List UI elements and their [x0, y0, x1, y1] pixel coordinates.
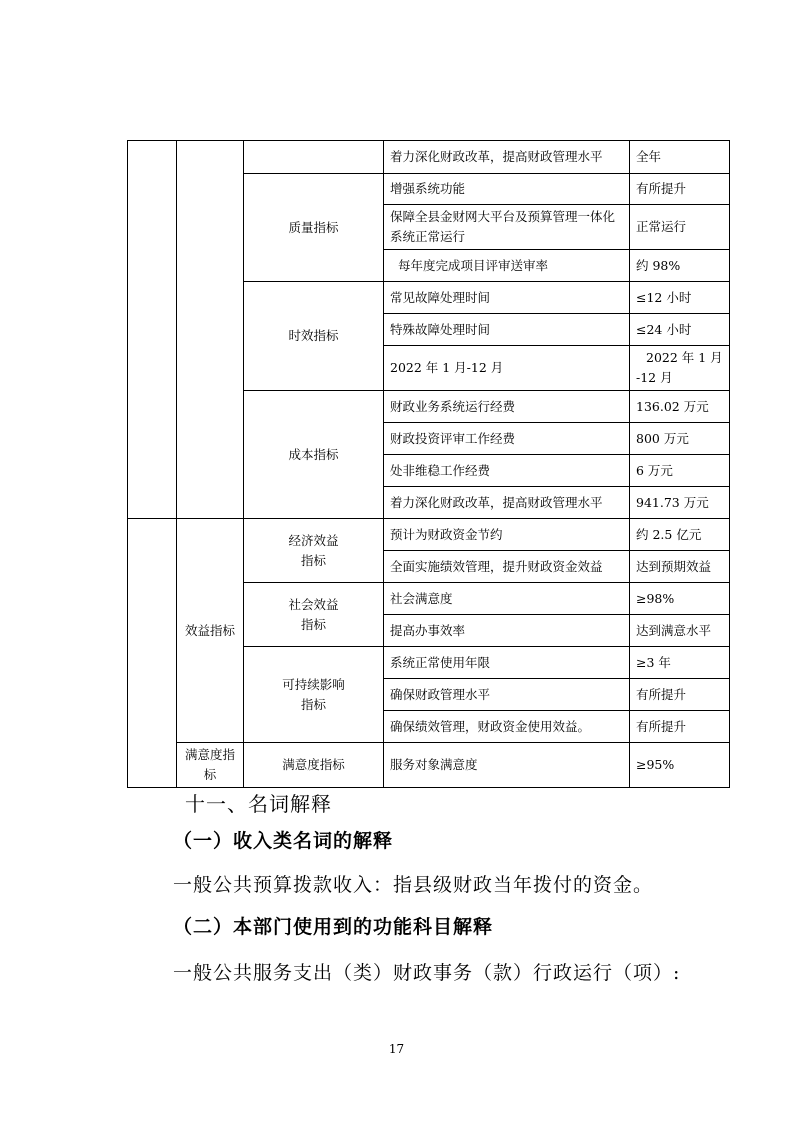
cell-value: 达到预期效益: [630, 551, 730, 583]
cell-value: 941.73 万元: [630, 487, 730, 519]
benefit-indicator-table: [127, 518, 730, 788]
cell-value: 达到满意水平: [630, 615, 730, 647]
cell-value: ≤24 小时: [630, 314, 730, 346]
cell-item: 2022 年 1 月-12 月: [384, 346, 630, 391]
label-line: 经济效益: [288, 532, 339, 548]
cell-item: 确保财政管理水平: [384, 679, 630, 711]
cell-item: 社会满意度: [384, 583, 630, 615]
performance-table-wrapper: [127, 140, 730, 788]
table-row: [128, 519, 730, 551]
paragraph-income: 一般公共预算拨款收入：指县级财政当年拨付的资金。: [173, 874, 654, 896]
cell-item: 增强系统功能: [384, 174, 630, 205]
label-line: 可持续影响: [282, 676, 345, 692]
cell-item: 财政业务系统运行经费: [384, 391, 630, 423]
cell-item: 提高办事效率: [384, 615, 630, 647]
cell-value: ≥3 年: [630, 647, 730, 679]
cell-value: 全年: [630, 141, 730, 174]
cell-level3-continued: [244, 141, 384, 174]
cell-item: 全面实施绩效管理，提升财政资金效益: [384, 551, 630, 583]
cell-level1-continued: [128, 141, 177, 519]
page-number: 17: [388, 1042, 405, 1056]
subsection-title-income: （一）收入类名词的解释: [173, 830, 394, 852]
cell-value: 约 98%: [630, 250, 730, 282]
cell-cost-label: 成本指标: [244, 391, 384, 519]
cell-item: 处非维稳工作经费: [384, 455, 630, 487]
cell-timeliness-label: 时效指标: [244, 282, 384, 391]
cell-item: 特殊故障处理时间: [384, 314, 630, 346]
cell-value: ≥98%: [630, 583, 730, 615]
cell-item: 常见故障处理时间: [384, 282, 630, 314]
cell-item: 财政投资评审工作经费: [384, 423, 630, 455]
cell-item: 每年度完成项目评审送审率: [384, 250, 630, 282]
label-line: 满意度指: [184, 747, 235, 762]
value-line: -12 月: [636, 370, 673, 385]
cell-item: 确保绩效管理，财政资金使用效益。: [384, 711, 630, 743]
cell-value: 800 万元: [630, 423, 730, 455]
label-line: 标: [203, 767, 217, 782]
cell-value: 有所提升: [630, 711, 730, 743]
label-line: 指标: [300, 696, 326, 712]
cell-item: 服务对象满意度: [384, 743, 630, 788]
cell-item: 保障全县金财网大平台及预算管理一体化系统正常运行: [384, 205, 630, 250]
cell-level1-blank: [128, 519, 177, 788]
cell-satisfaction-sub: 满意度指标: [244, 743, 384, 788]
performance-indicator-table: [127, 140, 730, 519]
table-row: [128, 743, 730, 788]
label-line: 指标: [300, 552, 326, 568]
cell-level2-continued: [177, 141, 244, 519]
cell-value: ≥95%: [630, 743, 730, 788]
label-line: 指标: [300, 616, 326, 632]
cell-value: 约 2.5 亿元: [630, 519, 730, 551]
cell-economic-label: [244, 519, 384, 583]
cell-value: 6 万元: [630, 455, 730, 487]
cell-item: 系统正常使用年限: [384, 647, 630, 679]
cell-item: 着力深化财政改革，提高财政管理水平: [384, 487, 630, 519]
cell-value: 有所提升: [630, 174, 730, 205]
cell-item: 着力深化财政改革，提高财政管理水平: [384, 141, 630, 174]
cell-value: 136.02 万元: [630, 391, 730, 423]
value-line: 2022 年 1 月: [646, 350, 723, 365]
cell-social-label: [244, 583, 384, 647]
cell-value: ≤12 小时: [630, 282, 730, 314]
section-title: 十一、名词解释: [185, 792, 332, 816]
subsection-title-functional: （二）本部门使用到的功能科目解释: [173, 916, 494, 938]
cell-sustainable-label: [244, 647, 384, 743]
cell-benefit-label: 效益指标: [177, 519, 244, 743]
paragraph-functional: 一般公共服务支出（类）财政事务（款）行政运行（项）:: [173, 962, 681, 984]
cell-value: 正常运行: [630, 205, 730, 250]
cell-item: 预计为财政资金节约: [384, 519, 630, 551]
cell-satisfaction-label: [177, 743, 244, 788]
cell-value: [630, 346, 730, 391]
table-row: [128, 141, 730, 174]
cell-value: 有所提升: [630, 679, 730, 711]
cell-quality-label: 质量指标: [244, 174, 384, 282]
label-line: 社会效益: [288, 596, 339, 612]
